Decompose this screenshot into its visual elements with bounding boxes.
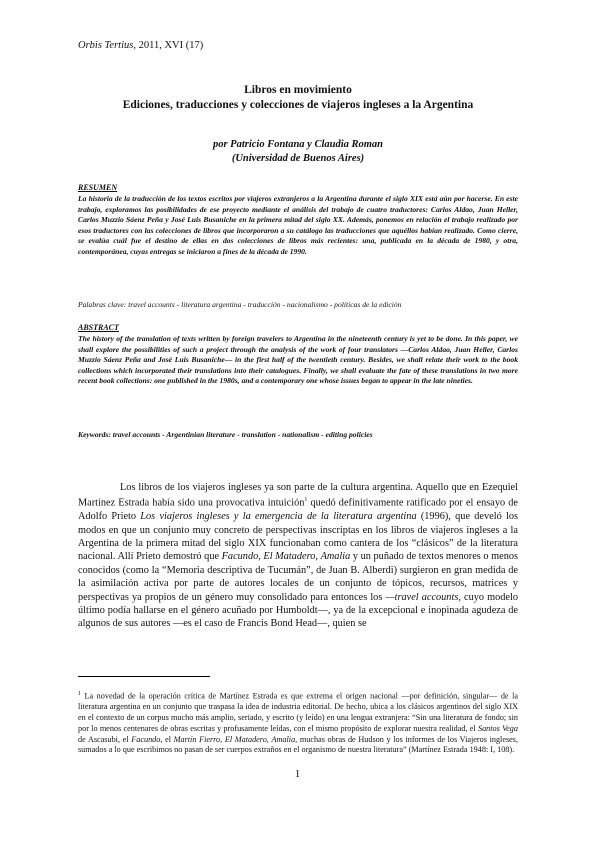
footnote-ref: 1 xyxy=(304,497,308,504)
book-title: El Matadero xyxy=(224,734,267,744)
footnote-rule xyxy=(78,676,210,677)
body-text: , xyxy=(258,551,264,563)
title-line-2: Ediciones, traducciones y colecciones de viajeros ingleses a la Argentina xyxy=(122,99,474,111)
abstract-text: The history of the translation of texts written by foreign travelers to Argentina in the nineteenth century is yet to be done. In this paper, we shall explore the possibilities of such a project through the analysis of the work of four translators —Carlos Aldao, Juan Heller, Carlos Muzzio Sáenz Peña and José Luis Busaniche— in the first half of the twentieth century. Besides, we shall relate their work to the book collections which incorporated their translations into their catalogues. Finally, we shall evaluate the fate of these translations in two more recent book collections: one published in the 1980s, and a contemporary one whose issues began to appear in the late nineties. xyxy=(78,334,518,385)
book-title: El Matadero xyxy=(263,551,316,563)
book-title: Santos Vega xyxy=(477,723,518,733)
genre-term: —travel accounts xyxy=(385,591,459,603)
footnote-text: de Ascasubi, el xyxy=(78,734,132,744)
author-affiliation: (Universidad de Buenos Aires) xyxy=(231,153,365,164)
book-title: Amalia xyxy=(271,734,296,744)
footnote-text: , xyxy=(266,734,272,744)
abstract-keywords: Keywords: travel accounts - Argentinian literature - translation - nationalism - editing policies xyxy=(78,430,373,439)
body-text: , xyxy=(315,551,321,563)
book-title: Amalia xyxy=(320,551,351,563)
book-title: Los viajeros ingleses y la emergencia de la literatura argentina xyxy=(140,511,417,523)
title-line-1: Libros en movimiento xyxy=(244,84,352,96)
body-paragraph xyxy=(78,481,518,631)
author-names: por Patricio Fontana y Claudia Roman xyxy=(212,139,384,150)
journal-header xyxy=(78,40,203,51)
footnote-text: , muchas obras de Hudson y los informes de los Viajeros ingleses, sumados a lo que escribimos no pasan de ser cuerpos extraños en el organismo de nuestra literatura” (Martínez Estrada 1948: I, 108). xyxy=(78,734,519,755)
journal-issue: 2011, XVI (17) xyxy=(135,40,204,51)
body-text: , cuyo modelo último podía hallarse en el género acuñado por Humboldt—, ya de la excepcional e inopinada agudeza de algunos de sus autores —es el caso de Francis Bond Head—, quien se xyxy=(78,591,519,630)
footnote-text: , el xyxy=(160,734,174,744)
body-text: y un puñado de textos menores o menos conocidos (como la “Memoria descriptiva de Tucumán”, de Juan B. Alberdi) surgieron en gran medida de la asimilación activa por parte de autores locales de un conjunto de tópicos, recursos, matrices y perspectivas ya propios de un género muy consolidado para entonces los xyxy=(78,551,519,603)
footnote-number: 1 xyxy=(78,691,81,697)
journal-name: Orbis Tertius, xyxy=(78,40,136,51)
body-text: Los libros de los viajeros ingleses ya son parte de la cultura argentina. Aquello que en Ezequiel Martínez Estrada había sido una provocativa intuición xyxy=(78,482,518,509)
resumen-text: La historia de la traducción de los textos escritos por viajeros extranjeros a la Argentina durante el siglo XIX está aún por hacerse. En este trabajo, exploramos las posibilidades de ese proyecto mediante el análisis del trabajo de cuatro traductores: Carlos Aldao, Juan Heller, Carlos Muzzio Sáenz Peña y José Luis Busaniche en la primera mitad del siglo XX. Además, ponemos en relación el trabajo realizado por esos traductores con las colecciones de libros que incorporaron a su catálogo las traducciones que aquéllos habían realizado. Como cierre, se evalúa cuál fue el destino de ellas en dos colecciones de libros más recientes: una, publicada en la década de 1980, y otra, contemporánea, cuyas entregas se iniciaron a fines de la década de 1990. xyxy=(78,194,518,256)
resumen-keywords: Palabras clave: travel accounts - literatura argentina - traducción - nacionalismo - políticas de la edición xyxy=(78,300,402,309)
book-title: Facundo xyxy=(131,734,161,744)
footnote-text: La novedad de la operación crítica de Martínez Estrada es que extrema el origen nacional —por definición, singular— de la literatura argentina en un conjunto que traspasa la idea de industria editorial. De hecho, ubica a los clásicos argentinos del siglo XIX en el contexto de un corpus mucho más amplio, seriado, y escrito (y leído) en una lengua extranjera: “Sin una literatura de fondo; sin por lo menos centenares de obras escritas y profusamente leídas, con el mismo propósito de explorar nuestra realidad, el xyxy=(78,691,518,733)
body-text: (1996), que develó los modos en que un conjunto muy concreto de perspectivas inscriptas en los libros de viajeros ingleses a la Argentina de la primera mitad del siglo XIX funcionaban como cantera de los “clásicos” de la literatura nacional. Allí Prieto demostró que xyxy=(78,511,518,563)
title-block xyxy=(78,83,518,113)
resumen-heading: RESUMEN xyxy=(78,183,118,192)
page-number: 1 xyxy=(294,768,301,780)
body-text: quedó definitivamente ratificado por el ensayo de Adolfo Prieto xyxy=(78,497,518,523)
book-title: Facundo xyxy=(221,551,259,563)
footnote-text: , xyxy=(220,734,225,744)
author-block xyxy=(78,138,518,166)
book-title: Martín Fierro xyxy=(173,734,221,744)
footnote xyxy=(78,689,518,756)
abstract-heading: ABSTRACT xyxy=(78,323,119,332)
